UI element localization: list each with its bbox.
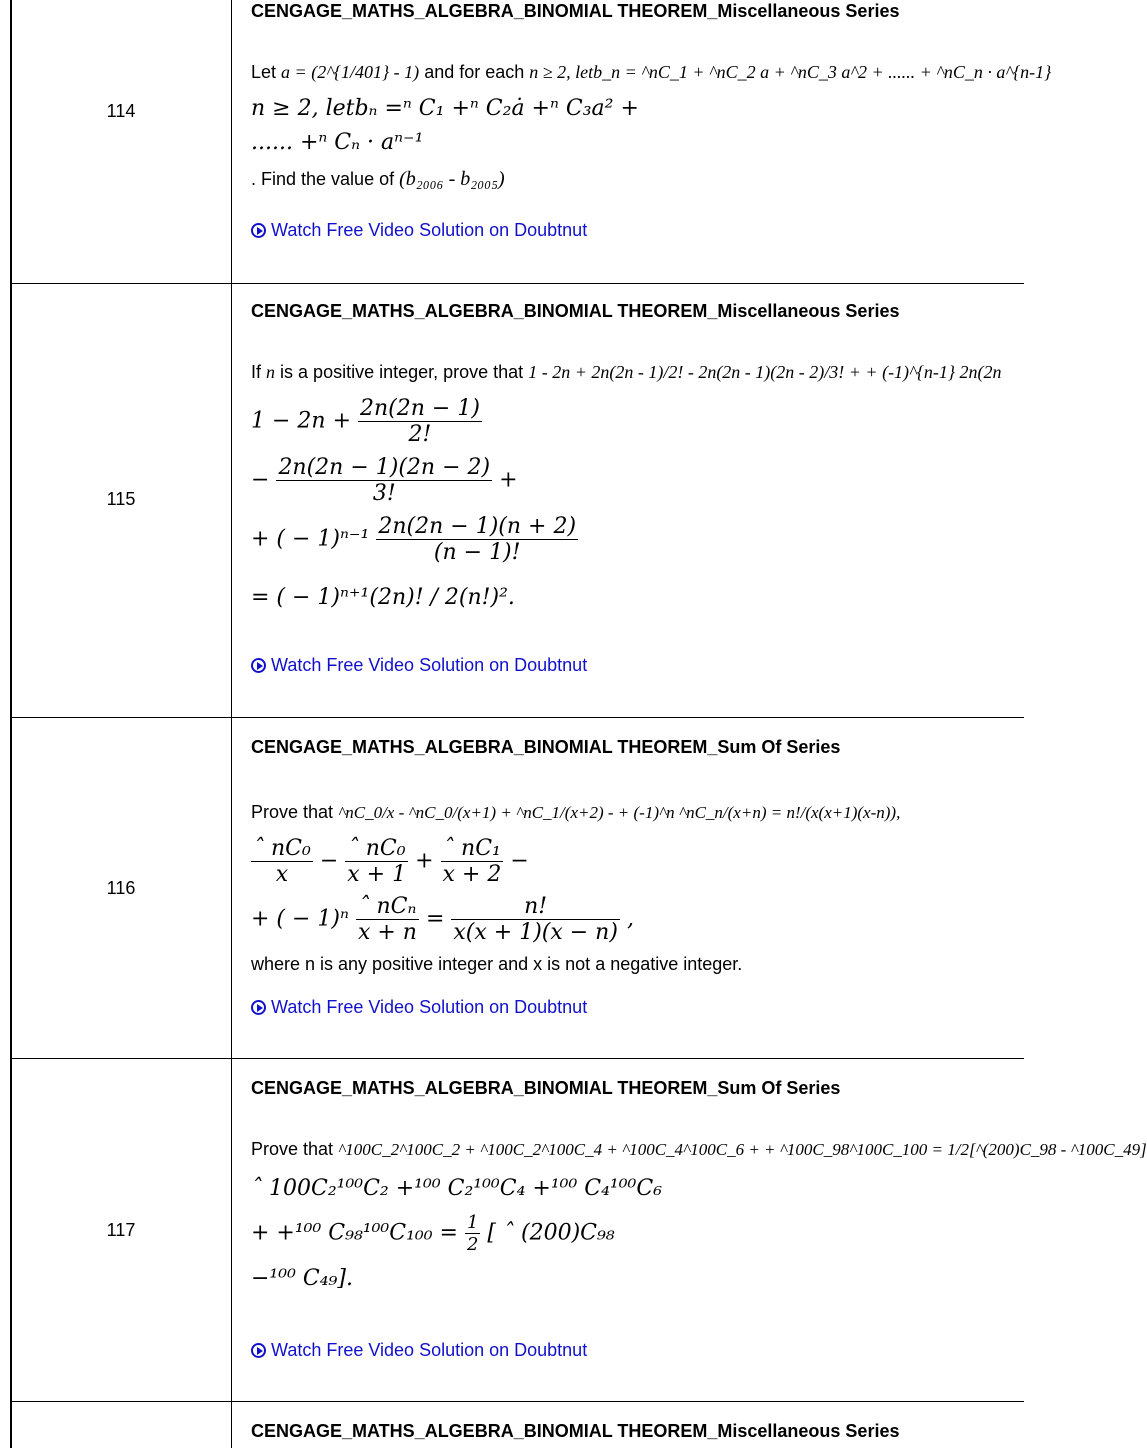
- math-display-line: = ( − 1)ⁿ⁺¹(2n)! / 2(n!)².: [251, 585, 515, 610]
- watch-video-link[interactable]: Watch Free Video Solution on Doubtnut: [251, 1340, 587, 1361]
- question-title: CENGAGE_MATHS_ALGEBRA_BINOMIAL THEOREM_Miscellaneous Series: [251, 1421, 900, 1441]
- play-circle-icon: [251, 658, 266, 673]
- inline-formula: ^nC_0/x - ^nC_0/(x+1) + ^nC_1/(x+2) - + (-1)^n ^nC_n/(x+n) = n!/(x(x+1)(x-n)),: [338, 803, 901, 822]
- question-number: 115: [106, 489, 136, 509]
- play-circle-icon: [251, 1000, 266, 1015]
- row-divider: [10, 1401, 1024, 1402]
- math-display-line: 1 − 2n + $\frac{2n(2n - 1)}{2!}$: [251, 396, 480, 447]
- question-tail: where n is any positive integer and x is not a negative integer.: [251, 954, 743, 974]
- question-inline-statement: Prove that ^nC_0/x - ^nC_0/(x+1) + ^nC_1/(x+2) - + (-1)^n ^nC_n/(x+n) = n!/(x(x+1)(x-n)),: [251, 802, 901, 822]
- inline-formula: 1 - 2n + 2n(2n - 1)/2! - 2n(2n - 1)(2n - 2)/3! + + (-1)^{n-1} 2n(2n: [528, 362, 1002, 382]
- inline-formula: (b₂₀₀₆ - b₂₀₀₅): [399, 168, 505, 190]
- fraction: $\frac{1}{2}$: [466, 1212, 479, 1255]
- question-number: 116: [106, 878, 136, 898]
- question-title: CENGAGE_MATHS_ALGEBRA_BINOMIAL THEOREM_Sum Of Series: [251, 737, 841, 757]
- question-number: 114: [106, 101, 136, 121]
- math-display-line: ˆ 100C₂¹⁰⁰C₂ +¹⁰⁰ C₂¹⁰⁰C₄ +¹⁰⁰ C₄¹⁰⁰C₆: [251, 1176, 663, 1201]
- question-title: CENGAGE_MATHS_ALGEBRA_BINOMIAL THEOREM_Miscellaneous Series: [251, 1, 900, 21]
- math-display-line: − $\frac{2n(2n - 1)(2n - 2)}{3!}$ +: [251, 455, 518, 506]
- fraction: $\frac{\text{ˆ nC₁}}{x + 2}$: [442, 836, 502, 887]
- math-display-line: + ( − 1)ⁿ $\frac{\text{ˆ nCₙ}}{x + n}$ = $\frac{n!}{x(x + 1)(x - n)}$ ,: [251, 894, 634, 945]
- fraction: $\frac{2n(2n - 1)}{2!}$: [360, 396, 480, 447]
- fraction: $\frac{\text{ˆ nCₙ}}{x + n}$: [357, 894, 417, 945]
- math-display-line: n ≥ 2, letbₙ =ⁿ C₁ +ⁿ C₂ȧ +ⁿ C₃a² +: [251, 96, 639, 121]
- question-inline-statement: Prove that ^100C_2^100C_2 + ^100C_2^100C_4 + ^100C_4^100C_6 + + ^100C_98^100C_100 = 1/2[^(200)C_98 - ^100C_49]: [251, 1139, 1147, 1159]
- inline-formula: n ≥ 2, letb_n = ^nC_1 + ^nC_2 a + ^nC_3 a^2 + ...... + ^nC_n · a^{n-1}: [529, 62, 1052, 82]
- fraction: $\frac{2n(2n - 1)(n + 2)}{(n - 1)!}$: [378, 514, 577, 565]
- question-title: CENGAGE_MATHS_ALGEBRA_BINOMIAL THEOREM_Miscellaneous Series: [251, 301, 900, 321]
- row-divider: [10, 1058, 1024, 1059]
- inline-formula: ^100C_2^100C_2 + ^100C_2^100C_4 + ^100C_4^100C_6 + + ^100C_98^100C_100 = 1/2[^(200)C_98 - ^100C_49]: [338, 1140, 1147, 1159]
- watch-video-link[interactable]: Watch Free Video Solution on Doubtnut: [251, 997, 587, 1018]
- watch-video-link[interactable]: Watch Free Video Solution on Doubtnut: [251, 220, 587, 241]
- fraction: $\frac{n!}{x(x + 1)(x - n)}$: [453, 894, 618, 945]
- question-inline-statement: If n is a positive integer, prove that 1 - 2n + 2n(2n - 1)/2! - 2n(2n - 1)(2n - 2)/3! + + (-1)^{n-1} 2n(2n: [251, 362, 1002, 382]
- math-display-line: −¹⁰⁰ C₄₉].: [251, 1266, 353, 1291]
- math-display-line: + +¹⁰⁰ C₉₈¹⁰⁰C₁₀₀ = $\frac{1}{2}$ [ ˆ (200)C₉₈: [251, 1212, 615, 1255]
- play-circle-icon: [251, 1343, 266, 1358]
- fraction: $\frac{2n(2n - 1)(2n - 2)}{3!}$: [278, 455, 491, 506]
- question-tail: . Find the value of (b₂₀₀₆ - b₂₀₀₅): [251, 168, 505, 190]
- watch-video-link[interactable]: Watch Free Video Solution on Doubtnut: [251, 655, 587, 676]
- math-display-line: $\frac{\text{ˆ nC₀}}{x}$ − $\frac{\text{ˆ nC₀}}{x + 1}$ + $\frac{\text{ˆ nC₁}}{x + 2}$ −: [253, 836, 529, 887]
- question-number: 117: [106, 1220, 136, 1240]
- question-title: CENGAGE_MATHS_ALGEBRA_BINOMIAL THEOREM_Sum Of Series: [251, 1078, 841, 1098]
- fraction: $\frac{\text{ˆ nC₀}}{x}$: [253, 836, 311, 887]
- inline-formula: a = (2^{1/401} - 1): [281, 62, 420, 82]
- question-inline-statement: Let a = (2^{1/401} - 1) and for each n ≥ 2, letb_n = ^nC_1 + ^nC_2 a + ^nC_3 a^2 + ...... + ^nC_n · a^{n-1}: [251, 62, 1052, 82]
- fraction: $\frac{\text{ˆ nC₀}}{x + 1}$: [347, 836, 407, 887]
- math-display-line: + ( − 1)ⁿ⁻¹ $\frac{2n(2n - 1)(n + 2)}{(n - 1)!}$: [251, 514, 577, 565]
- row-divider: [10, 717, 1024, 718]
- math-display-line: ...... +ⁿ Cₙ · aⁿ⁻¹: [251, 130, 424, 155]
- play-circle-icon: [251, 223, 266, 238]
- row-divider: [10, 283, 1024, 284]
